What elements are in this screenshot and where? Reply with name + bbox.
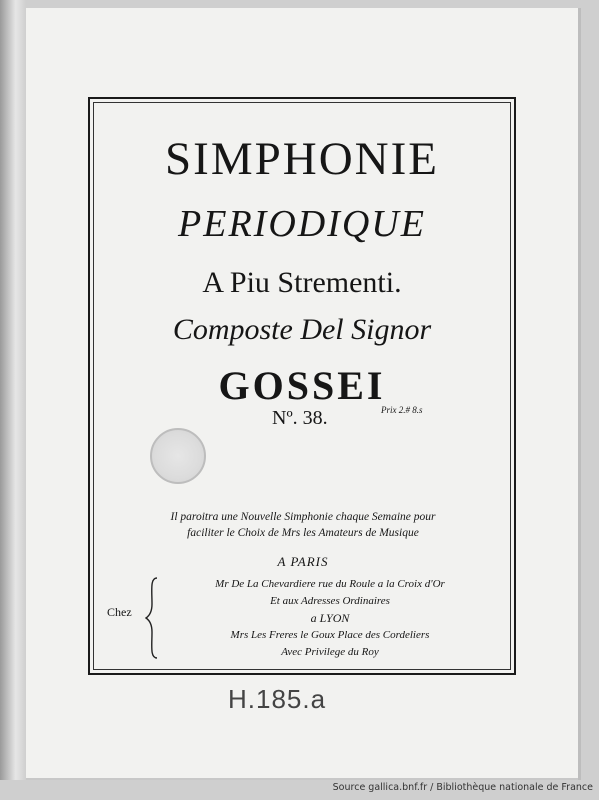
title-line-1: SIMPHONIE bbox=[165, 133, 439, 185]
publisher-address-line-1: Mr De La Chevardiere rue du Roule a la Croix d'Or bbox=[215, 578, 445, 590]
curly-brace-icon bbox=[145, 576, 159, 660]
publisher-city-paris: A PARIS bbox=[277, 554, 329, 569]
title-line-2: PERIODIQUE bbox=[178, 203, 426, 245]
privilege-line: Avec Privilege du Roy bbox=[281, 646, 379, 658]
work-number: Nº. 38. bbox=[272, 407, 328, 429]
notice-line-2: faciliter le Choix de Mrs les Amateurs de Musique bbox=[187, 527, 419, 539]
composer-name: GOSSEI bbox=[218, 363, 386, 408]
title-line-4: Composte Del Signor bbox=[172, 313, 432, 346]
library-stamp bbox=[150, 428, 206, 484]
notice-line-1: Il paroitra une Nouvelle Simphonie chaque Semaine pour bbox=[170, 511, 436, 523]
price-label: Prix 2.# 8.s bbox=[381, 405, 423, 415]
chez-label: Chez bbox=[107, 605, 132, 619]
publisher-city-lyon: a LYON bbox=[310, 611, 350, 625]
publisher-address-line-3: Mrs Les Freres le Goux Place des Cordeliers bbox=[230, 629, 430, 641]
publisher-address-line-2: Et aux Adresses Ordinaires bbox=[270, 595, 390, 607]
source-credit: Source gallica.bnf.fr / Bibliothèque nationale de France bbox=[332, 782, 593, 793]
shelfmark-stamp: H.185.a bbox=[228, 684, 327, 714]
book-spine bbox=[0, 0, 26, 780]
title-line-3: A Piu Strementi. bbox=[202, 266, 402, 299]
